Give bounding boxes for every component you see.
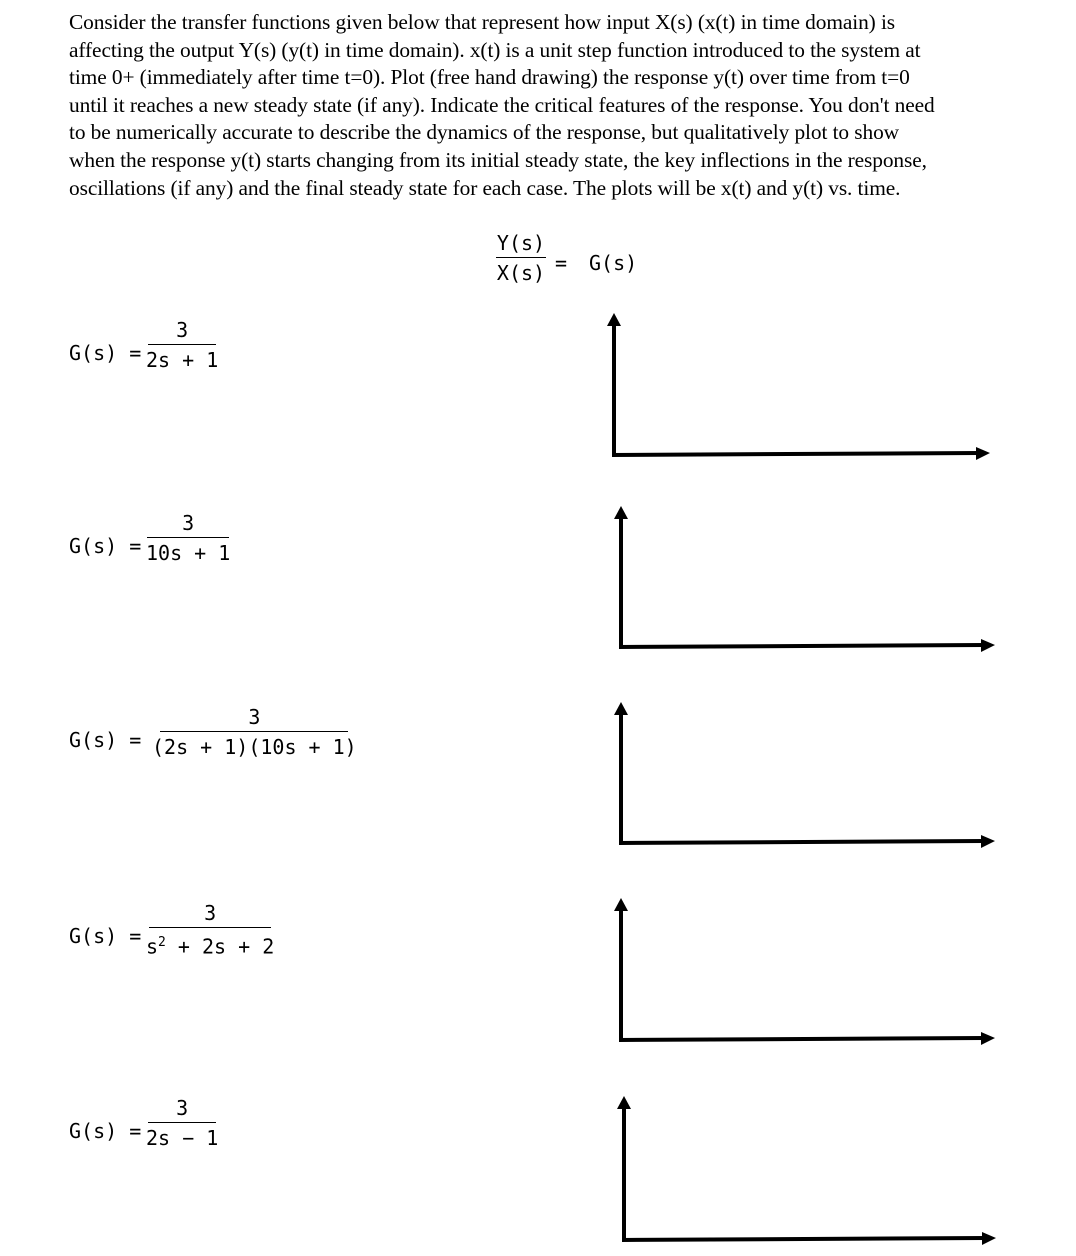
y-axis-arrow: [614, 898, 628, 911]
x-axis: [619, 645, 985, 647]
plot-2-axes: [614, 506, 995, 652]
plot-1-axes: [607, 313, 990, 460]
denominator-rest: + 2s + 2: [165, 934, 275, 959]
intro-line: affecting the output Y(s) (y(t) in time domain). x(t) is a unit step function introduced to the system at: [69, 37, 921, 62]
x-axis: [619, 1038, 985, 1040]
y-axis-arrow: [617, 1096, 631, 1109]
x-axis: [619, 841, 985, 843]
transfer-function-lhs: G(s) =: [69, 534, 142, 558]
transfer-function-lhs: G(s) =: [69, 1119, 142, 1143]
transfer-function-lhs: G(s) =: [69, 728, 142, 752]
fraction-denominator: 2s + 1: [146, 348, 219, 373]
fraction-numerator: 3: [204, 901, 217, 925]
x-axis: [622, 1238, 986, 1240]
definition-equals: =: [555, 251, 568, 275]
definition-rhs: G(s): [589, 251, 638, 275]
fraction-numerator: 3: [176, 318, 189, 342]
x-axis-arrow: [981, 639, 995, 652]
x-axis-arrow: [981, 1032, 995, 1045]
denominator-exponent: 2: [158, 935, 166, 951]
intro-line: when the response y(t) starts changing from its initial steady state, the key inflections in the response,: [69, 147, 927, 172]
fraction-numerator: 3: [176, 1096, 189, 1120]
y-axis-arrow: [614, 702, 628, 715]
intro-line: until it reaches a new steady state (if any). Indicate the critical features of the response. You don't need: [69, 92, 935, 117]
intro-line: time 0+ (immediately after time t=0). Plot (free hand drawing) the response y(t) over time from t=0: [69, 65, 910, 90]
definition-numerator: Y(s): [496, 231, 546, 255]
x-axis-arrow: [982, 1232, 996, 1245]
intro-line: oscillations (if any) and the final steady state for each case. The plots will be x(t) and y(t) vs. time.: [69, 175, 901, 200]
transfer-function-lhs: G(s) =: [69, 341, 142, 365]
fraction-numerator: 3: [248, 705, 261, 729]
intro-line: to be numerically accurate to describe the dynamics of the response, but qualitatively plot to show: [69, 120, 900, 145]
intro-line: Consider the transfer functions given below that represent how input X(s) (x(t) in time domain) is: [69, 10, 896, 34]
denominator-base: s: [146, 934, 159, 959]
fraction-denominator: 2s − 1: [146, 1126, 219, 1151]
fraction-denominator: (2s + 1)(10s + 1): [152, 735, 357, 760]
plot-4-axes: [614, 898, 995, 1045]
y-axis-arrow: [614, 506, 628, 519]
transfer-function-lhs: G(s) =: [69, 924, 142, 948]
x-axis-arrow: [976, 447, 990, 460]
definition-denominator: X(s): [496, 261, 546, 286]
fraction-denominator: 10s + 1: [146, 541, 231, 566]
fraction-numerator: 3: [182, 511, 195, 535]
y-axis-arrow: [607, 313, 621, 326]
plot-5-axes: [617, 1096, 996, 1245]
x-axis-arrow: [981, 835, 995, 848]
plot-3-axes: [614, 702, 995, 848]
x-axis: [612, 453, 980, 455]
